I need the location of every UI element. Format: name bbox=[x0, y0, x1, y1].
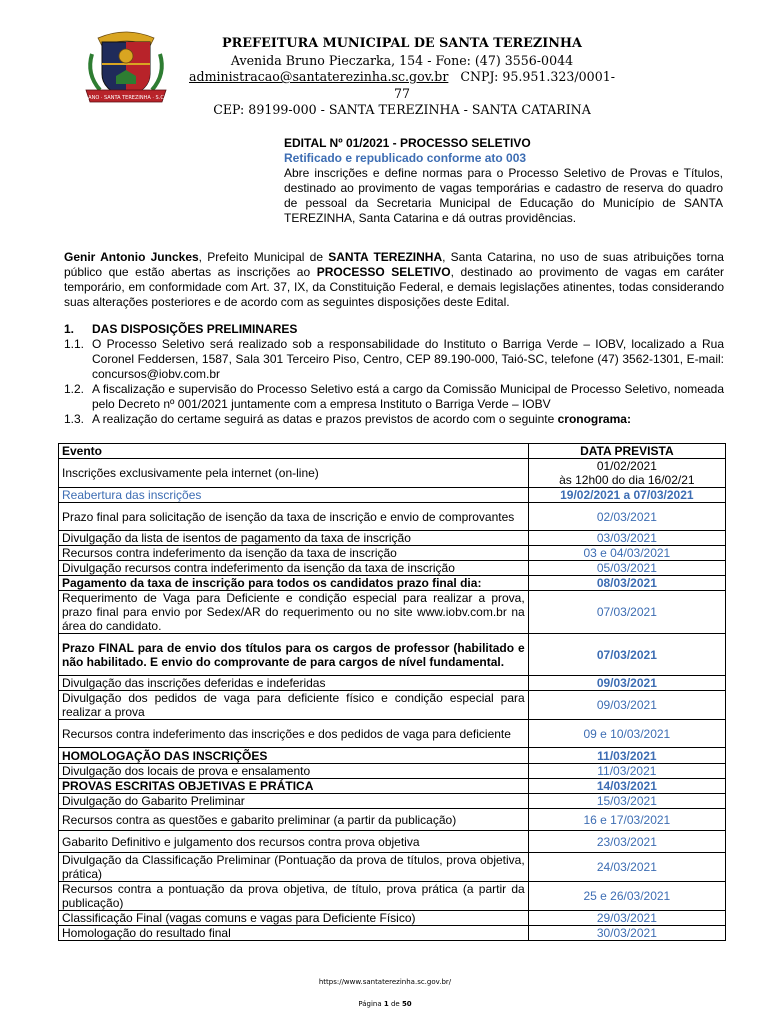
schedule-table bbox=[58, 443, 726, 941]
letterhead bbox=[182, 36, 622, 119]
date-cell: 07/03/2021 bbox=[528, 591, 725, 634]
table-row bbox=[59, 503, 726, 531]
table-row bbox=[59, 911, 726, 926]
table-row bbox=[59, 546, 726, 561]
event-cell: Prazo final para solicitação de isenção da taxa de inscrição e envio de comprovantes bbox=[59, 503, 529, 531]
table-row bbox=[59, 634, 726, 676]
table-row bbox=[59, 488, 726, 503]
mayor-name: Genir Antonio Junckes bbox=[64, 250, 199, 264]
date-cell: 24/03/2021 bbox=[528, 853, 725, 882]
table-row bbox=[59, 591, 726, 634]
date-cell: 11/03/2021 bbox=[528, 764, 725, 779]
table-row bbox=[59, 720, 726, 748]
table-row bbox=[59, 561, 726, 576]
event-cell: Divulgação da lista de isentos de pagamento da taxa de inscrição bbox=[59, 531, 529, 546]
event-cell: Recursos contra indeferimento da isenção da taxa de inscrição bbox=[59, 546, 529, 561]
date-cell: 03 e 04/03/2021 bbox=[528, 546, 725, 561]
table-row bbox=[59, 779, 726, 794]
date-cell: 02/03/2021 bbox=[528, 503, 725, 531]
table-row bbox=[59, 926, 726, 941]
edital-title: EDITAL Nº 01/2021 - PROCESSO SELETIVO bbox=[284, 136, 531, 150]
table-row bbox=[59, 676, 726, 691]
date-cell: 23/03/2021 bbox=[528, 831, 725, 853]
svg-text:ANO · SANTA TEREZINHA · S.C: ANO · SANTA TEREZINHA · S.C bbox=[88, 95, 164, 101]
date-cell: 05/03/2021 bbox=[528, 561, 725, 576]
date-cell: 11/03/2021 bbox=[528, 748, 725, 764]
event-cell: Homologação do resultado final bbox=[59, 926, 529, 941]
table-row bbox=[59, 748, 726, 764]
section-title: 1. DAS DISPOSIÇÕES PRELIMINARES bbox=[64, 322, 298, 336]
date-cell: 25 e 26/03/2021 bbox=[528, 882, 725, 911]
event-cell: Divulgação das inscrições deferidas e indeferidas bbox=[59, 676, 529, 691]
event-cell: HOMOLOGAÇÃO DAS INSCRIÇÕES bbox=[59, 748, 529, 764]
municipality-title: PREFEITURA MUNICIPAL DE SANTA TEREZINHA bbox=[222, 36, 582, 51]
footer-url[interactable]: https://www.santaterezinha.sc.gov.br/ bbox=[318, 978, 452, 986]
event-cell: Divulgação dos pedidos de vaga para deficiente físico e condição especial para realizar a prova bbox=[59, 691, 529, 720]
edital-description: Abre inscrições e define normas para o Processo Seletivo de Provas e Títulos, destinado ao provimento de vagas temporárias e cadastro de reserva do quadro de pessoal da Secretaria Municipal de Educação do Município de SANTA TEREZINHA, Santa Catarina e dá outras providências. bbox=[284, 166, 723, 225]
column-header-event: Evento bbox=[59, 444, 529, 459]
table-header-row bbox=[59, 444, 726, 459]
city-name: SANTA TEREZINHA bbox=[328, 250, 443, 264]
table-row bbox=[59, 831, 726, 853]
column-header-date: DATA PREVISTA bbox=[528, 444, 725, 459]
table-row bbox=[59, 764, 726, 779]
event-cell: Recursos contra indeferimento das inscrições e dos pedidos de vaga para deficiente bbox=[59, 720, 529, 748]
address-line: Avenida Bruno Pieczarka, 154 - Fone: (47) 3556-0044 bbox=[230, 52, 574, 68]
table-row bbox=[59, 794, 726, 809]
table-row bbox=[59, 809, 726, 831]
table-row bbox=[59, 531, 726, 546]
event-cell: Divulgação da Classificação Preliminar (Pontuação da prova de títulos, prova objetiva, prática) bbox=[59, 853, 529, 882]
date-cell: 09/03/2021 bbox=[528, 691, 725, 720]
edital-subtitle: Retificado e republicado conforme ato 003 bbox=[284, 151, 527, 165]
event-cell: Inscrições exclusivamente pela internet (on-line) bbox=[59, 459, 529, 488]
event-cell: Divulgação recursos contra indeferimento da isenção da taxa de inscrição bbox=[59, 561, 529, 576]
edital-block bbox=[284, 136, 723, 226]
table-row bbox=[59, 576, 726, 591]
intro-paragraph: Genir Antonio Junckes, Prefeito Municipal de SANTA TEREZINHA, Santa Catarina, no uso de suas atribuições torna público que estão abertas as inscrições ao PROCESSO SELETIVO, destinado ao provimento de vagas em caráter temporário, em conformidade com Art. 37, IX, da Constituição Federal, e demais legislações atinentes, todas considerando suas alterações posteriores e de acordo com as seguintes disposições deste Edital. bbox=[64, 250, 724, 309]
event-cell: Gabarito Definitivo e julgamento dos recursos contra prova objetiva bbox=[59, 831, 529, 853]
list-item: 1.3. A realização do certame seguirá as datas e prazos previstos de acordo com o seguinte cronograma: bbox=[64, 412, 631, 426]
event-cell: Prazo FINAL para de envio dos títulos para os cargos de professor (habilitado e não habilitado. E envio do comprovante de para cargos de nível fundamental. bbox=[59, 634, 529, 676]
event-cell: Classificação Final (vagas comuns e vagas para Deficiente Físico) bbox=[59, 911, 529, 926]
date-cell: 03/03/2021 bbox=[528, 531, 725, 546]
event-cell: Divulgação dos locais de prova e ensalamento bbox=[59, 764, 529, 779]
list-item: 1.2. A fiscalização e supervisão do Processo Seletivo está a cargo da Comissão Municipal de Processo Seletivo, nomeada pelo Decreto nº 001/2021 juntamente com a empresa Instituto o Barriga Verde – IOBV bbox=[64, 382, 724, 411]
list-item: 1.1. O Processo Seletivo será realizado sob a responsabilidade do Instituto o Barriga Verde – IOBV, localizado a Rua Coronel Feddersen, 1587, Sala 301 Terceiro Piso, Centro, CEP 89.190-000, Taió-SC, telefone (47) 3562-1301, E-mail: concursos@iobv.com.br bbox=[64, 337, 724, 381]
date-cell: 08/03/2021 bbox=[528, 576, 725, 591]
email-cnpj-line bbox=[182, 69, 622, 102]
event-cell: Recursos contra a pontuação da prova objetiva, de título, prova prática (a partir da publicação) bbox=[59, 882, 529, 911]
event-cell: Reabertura das inscrições bbox=[59, 488, 529, 503]
section-preliminary bbox=[64, 322, 724, 427]
date-cell: 07/03/2021 bbox=[528, 634, 725, 676]
event-cell: Recursos contra as questões e gabarito preliminar (a partir da publicação) bbox=[59, 809, 529, 831]
date-cell: 16 e 17/03/2021 bbox=[528, 809, 725, 831]
date-cell: 09/03/2021 bbox=[528, 676, 725, 691]
table-row bbox=[59, 691, 726, 720]
page-number: Página 1 de 50 bbox=[358, 1000, 412, 1008]
municipal-crest-icon bbox=[78, 24, 174, 106]
cnpj: CNPJ: 95.951.323/0001-77 bbox=[393, 69, 615, 101]
event-cell: PROVAS ESCRITAS OBJETIVAS E PRÁTICA bbox=[59, 779, 529, 794]
date-cell: 29/03/2021 bbox=[528, 911, 725, 926]
table-row bbox=[59, 853, 726, 882]
date-cell: 30/03/2021 bbox=[528, 926, 725, 941]
event-cell: Requerimento de Vaga para Deficiente e condição especial para realizar a prova, prazo final para envio por Sedex/AR do requerimento ou no site www.iobv.com.br na área do candidato. bbox=[59, 591, 529, 634]
date-cell: 15/03/2021 bbox=[528, 794, 725, 809]
table-row bbox=[59, 882, 726, 911]
date-cell: 19/02/2021 a 07/03/2021 bbox=[528, 488, 725, 503]
date-cell: 01/02/2021 às 12h00 do dia 16/02/21 bbox=[528, 459, 725, 488]
event-cell: Divulgação do Gabarito Preliminar bbox=[59, 794, 529, 809]
event-cell: Pagamento da taxa de inscrição para todos os candidatos prazo final dia: bbox=[59, 576, 529, 591]
email-link[interactable]: administracao@santaterezinha.sc.gov.br bbox=[189, 69, 449, 84]
date-cell: 09 e 10/03/2021 bbox=[528, 720, 725, 748]
process-name: PROCESSO SELETIVO bbox=[316, 265, 451, 279]
date-cell: 14/03/2021 bbox=[528, 779, 725, 794]
cep-line: CEP: 89199-000 - SANTA TEREZINHA - SANTA CATARINA bbox=[213, 102, 591, 117]
table-row bbox=[59, 459, 726, 488]
